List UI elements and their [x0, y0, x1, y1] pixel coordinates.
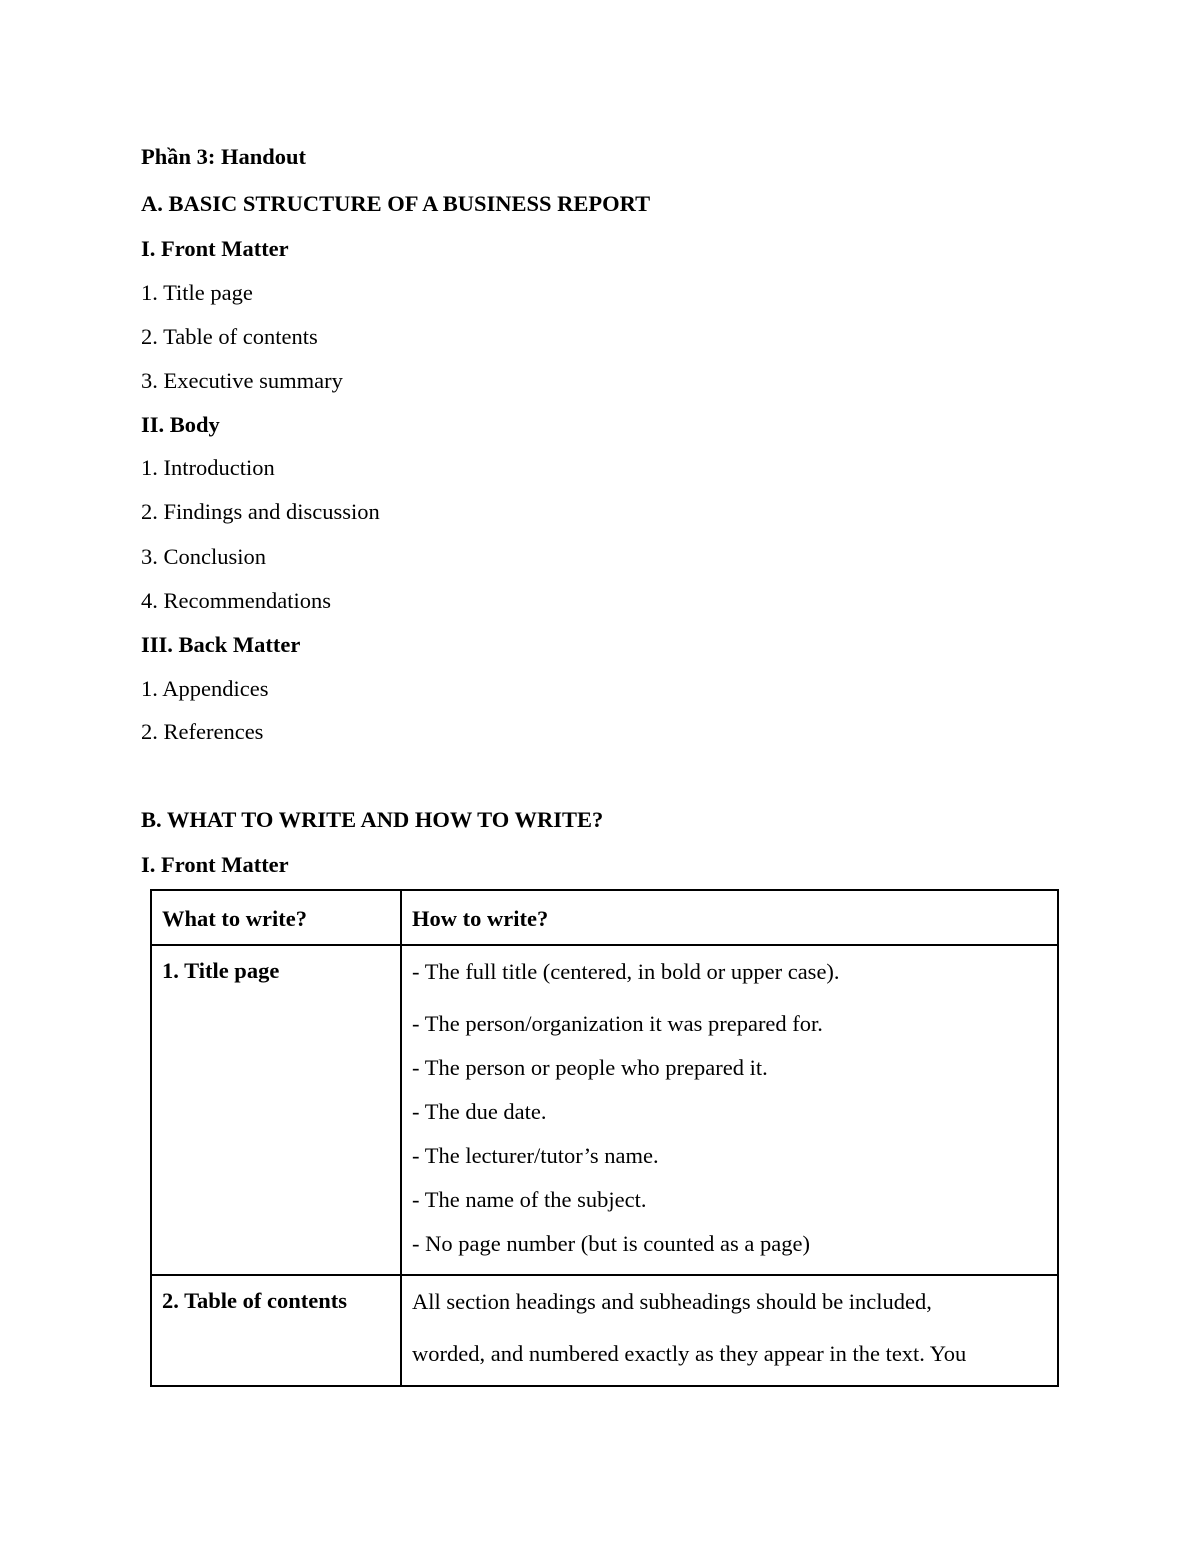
- list-item: 1. Title page: [141, 280, 253, 305]
- list-item: - No page number (but is counted as a page): [412, 1231, 810, 1256]
- section-a-heading: A. BASIC STRUCTURE OF A BUSINESS REPORT: [141, 191, 651, 216]
- list-item: 1. Appendices: [141, 676, 269, 701]
- row-label: 1. Title page: [162, 958, 280, 983]
- list-item: 3. Conclusion: [141, 544, 267, 569]
- list-item: 2. Table of contents: [141, 324, 318, 349]
- column-header-what: What to write?: [162, 906, 307, 931]
- table-cell: [401, 945, 1058, 1275]
- back-matter-heading: III. Back Matter: [141, 632, 301, 657]
- list-item: - The person or people who prepared it.: [412, 1055, 768, 1080]
- table-cell: [151, 945, 401, 1275]
- list-item: - The person/organization it was prepared for.: [412, 1011, 823, 1036]
- front-matter-table: [150, 889, 1059, 1387]
- section-b-heading: B. WHAT TO WRITE AND HOW TO WRITE?: [141, 807, 604, 832]
- table-header-cell: [151, 890, 401, 945]
- part-title: Phần 3: Handout: [141, 144, 307, 169]
- list-item: 3. Executive summary: [141, 368, 343, 393]
- how-list: [402, 946, 1057, 1266]
- list-item: - The lecturer/tutor’s name.: [412, 1143, 659, 1168]
- paragraph-line: worded, and numbered exactly as they appear in the text. You: [412, 1341, 967, 1366]
- list-item: 2. Findings and discussion: [141, 499, 380, 524]
- body-heading: II. Body: [141, 412, 220, 437]
- list-item: 1. Introduction: [141, 455, 275, 480]
- paragraph-line: All section headings and subheadings should be included,: [412, 1289, 932, 1314]
- table-cell: [401, 1275, 1058, 1386]
- how-paragraph: [402, 1276, 1057, 1376]
- table-cell: [151, 1275, 401, 1386]
- table-header-row: [151, 890, 1058, 945]
- front-matter-heading: I. Front Matter: [141, 236, 289, 261]
- list-item: - The name of the subject.: [412, 1187, 647, 1212]
- section-b-subheading: I. Front Matter: [141, 852, 289, 877]
- column-header-how: How to write?: [412, 906, 549, 931]
- list-item: - The full title (centered, in bold or upper case).: [412, 959, 840, 984]
- table-row: [151, 945, 1058, 1275]
- row-label: 2. Table of contents: [162, 1288, 348, 1313]
- table-row: [151, 1275, 1058, 1386]
- list-item: - The due date.: [412, 1099, 547, 1124]
- table-header-cell: [401, 890, 1058, 945]
- list-item: 2. References: [141, 719, 264, 744]
- list-item: 4. Recommendations: [141, 588, 331, 613]
